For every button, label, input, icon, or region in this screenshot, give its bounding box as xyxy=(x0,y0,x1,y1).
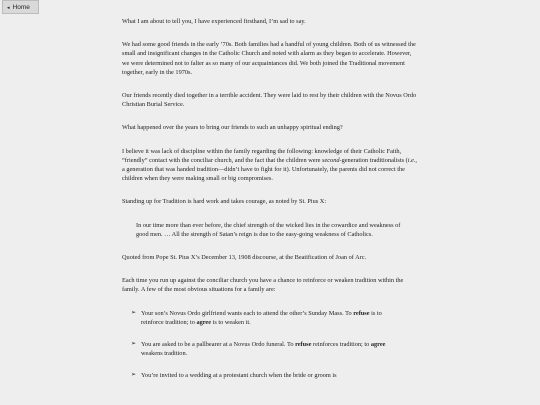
situations-list xyxy=(122,309,419,381)
article-body xyxy=(122,17,419,394)
pius-x-quote: In our time more than ever before, the chief strength of the wicked lies in the cowardice and weakness of good men. … All the strength of Satan’s reign is due to the easy-going weakness of Catholics. xyxy=(136,221,401,238)
text-run: I believe it was lack of discipline within the family regarding the following: knowledge of their Catholic Faith, “friendly” contact with the conciliar church, and the fact that the children were xyxy=(122,147,402,164)
italic-text: i.e. xyxy=(407,156,416,164)
list-item xyxy=(122,309,403,327)
paragraph-accident: Our friends recently died together in a terrible accident. They were laid to rest by their children with the Novus Ordo Christian Burial Service. xyxy=(122,92,417,109)
paragraph-belief xyxy=(122,147,419,184)
text-run: -generation traditionalists ( xyxy=(339,156,408,164)
paragraph-question: What happened over the years to bring our friends to such an unhappy spiritual ending? xyxy=(122,124,343,132)
paragraph-courage: Standing up for Tradition is hard work and takes courage, as noted by St. Pius X: xyxy=(122,198,327,206)
list-item xyxy=(122,340,403,358)
text-run: You’re invited to a wedding at a protestant church when the bride or groom is xyxy=(141,372,337,380)
list-item xyxy=(122,371,403,380)
text-run: You are asked to be a pallbearer at a Novus Ordo funeral. To xyxy=(141,341,296,349)
bold-text: refuse xyxy=(295,341,312,349)
bold-text: agree xyxy=(196,318,212,326)
arrow-bullet-icon: ➢ xyxy=(131,341,137,348)
bold-text: refuse xyxy=(353,309,370,317)
bold-text: agree xyxy=(370,341,386,349)
left-arrow-icon: ◂ xyxy=(7,4,10,11)
text-run: is to reinforce tradition; to xyxy=(141,309,382,326)
home-button-label: Home xyxy=(12,4,30,11)
paragraph-situations-intro: Each time you run up against the conciliar church you have a chance to reinforce or weaken tradition within the family. A few of the most obvious situations for a family are: xyxy=(122,277,404,294)
arrow-bullet-icon: ➢ xyxy=(131,309,137,316)
italic-text: second xyxy=(322,156,340,164)
text-run: , a generation that was handed tradition—didn’t have to fight for it). Unfortunately, the parents did not correct the children when they were making small or big compromises. xyxy=(122,156,417,183)
text-run: weakens tradition. xyxy=(141,350,188,358)
paragraph-intro: What I am about to tell you, I have experienced firsthand, I’m sad to say. xyxy=(122,18,306,25)
arrow-bullet-icon: ➢ xyxy=(131,372,137,379)
text-run: reinforces tradition; to xyxy=(311,341,371,349)
paragraph-friends: We had some good friends in the early ’70s. Both families had a handful of young children. Both of us witnessed the small and insignificant changes in the Catholic Church and noted with alarm as they began to accelerate. However, we were determined not to falter as so many of our acquaintances did. We both joined the Traditional movement together, early in the 1970s. xyxy=(122,41,416,76)
home-button[interactable] xyxy=(2,0,39,14)
text-run: is to weaken it. xyxy=(211,318,251,326)
text-run: Your son’s Novus Ordo girlfriend wants each to attend the other’s Sunday Mass. To xyxy=(141,309,354,317)
paragraph-citation: Quoted from Pope St. Pius X’s December 13, 1908 discourse, at the Beatification of Joan of Arc. xyxy=(122,254,367,262)
